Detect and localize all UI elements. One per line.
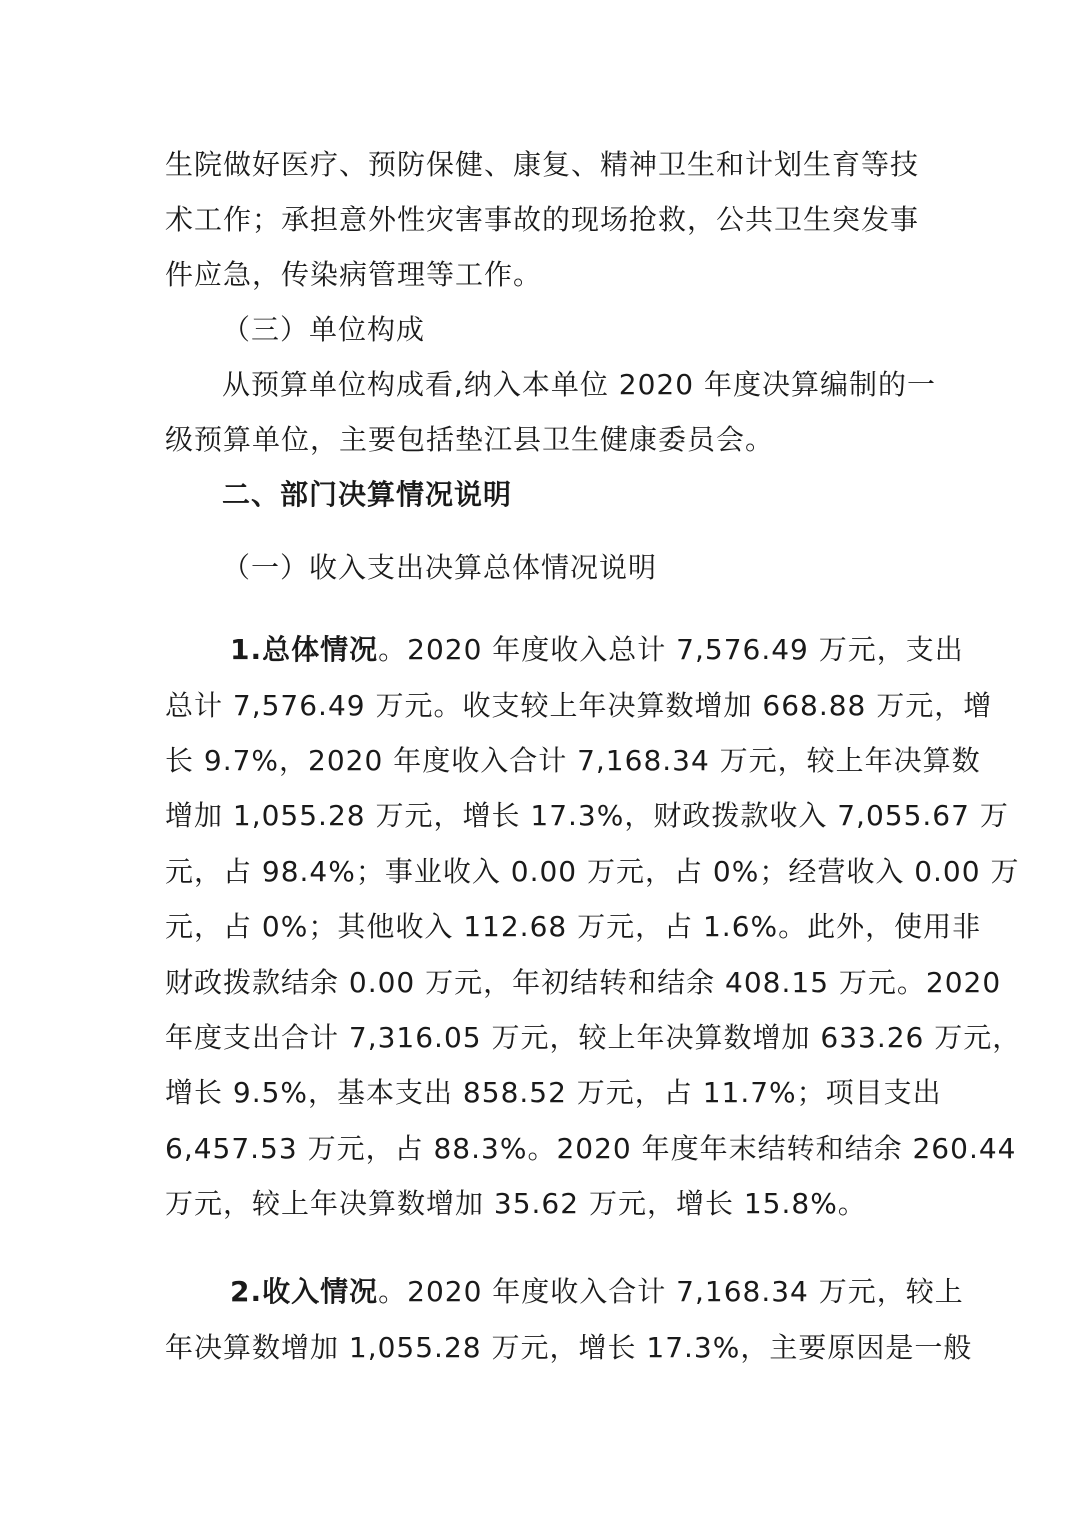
unit-composition-heading: （三）单位构成: [222, 313, 426, 346]
unit-composition-line-2: 级预算单位，主要包括垫江县卫生健康委员会。: [165, 423, 775, 456]
income-label: 2.收入情况: [230, 1275, 379, 1308]
overall-line-5: 元，占 98.4%；事业收入 0.00 万元，占 0%；经营收入 0.00 万: [165, 855, 1020, 888]
section-two-heading: 二、部门决算情况说明: [222, 478, 513, 511]
overall-line-2: 总计 7,576.49 万元。收支较上年决算数增加 668.88 万元，增: [165, 689, 993, 722]
overall-first-line-rest: 。2020 年度收入总计 7,576.49 万元，支出: [378, 633, 964, 666]
unit-composition-line-1: 从预算单位构成看,纳入本单位 2020 年度决算编制的一: [222, 368, 936, 401]
overall-line-11: 万元，较上年决算数增加 35.62 万元，增长 15.8%。: [165, 1187, 867, 1220]
intro-line-3: 件应急，传染病管理等工作。: [165, 258, 543, 291]
section-two-subheading: （一）收入支出决算总体情况说明: [222, 551, 658, 584]
overall-line-7: 财政拨款结余 0.00 万元，年初结转和结余 408.15 万元。2020: [165, 966, 1002, 999]
income-first-line: [230, 1272, 980, 1312]
intro-line-2: 术工作；承担意外性灾害事故的现场抢救，公共卫生突发事: [165, 203, 920, 236]
overall-line-8: 年度支出合计 7,316.05 万元，较上年决算数增加 633.26 万元，: [165, 1021, 1022, 1054]
overall-line-3: 长 9.7%，2020 年度收入合计 7,168.34 万元，较上年决算数: [165, 744, 981, 777]
overall-label: 1.总体情况: [230, 633, 379, 666]
income-line-2: 年决算数增加 1,055.28 万元，增长 17.3%，主要原因是一般: [165, 1331, 973, 1364]
overall-line-4: 增加 1,055.28 万元，增长 17.3%，财政拨款收入 7,055.67 万: [165, 799, 1009, 832]
overall-line-9: 增长 9.5%，基本支出 858.52 万元，占 11.7%；项目支出: [165, 1076, 942, 1109]
income-first-line-rest: 。2020 年度收入合计 7,168.34 万元，较上: [378, 1275, 964, 1308]
overall-first-line: [230, 630, 980, 670]
overall-line-6: 元，占 0%；其他收入 112.68 万元，占 1.6%。此外，使用非: [165, 910, 982, 943]
overall-line-10: 6,457.53 万元，占 88.3%。2020 年度年末结转和结余 260.44: [165, 1132, 1017, 1165]
intro-line-1: 生院做好医疗、预防保健、康复、精神卫生和计划生育等技: [165, 148, 920, 181]
